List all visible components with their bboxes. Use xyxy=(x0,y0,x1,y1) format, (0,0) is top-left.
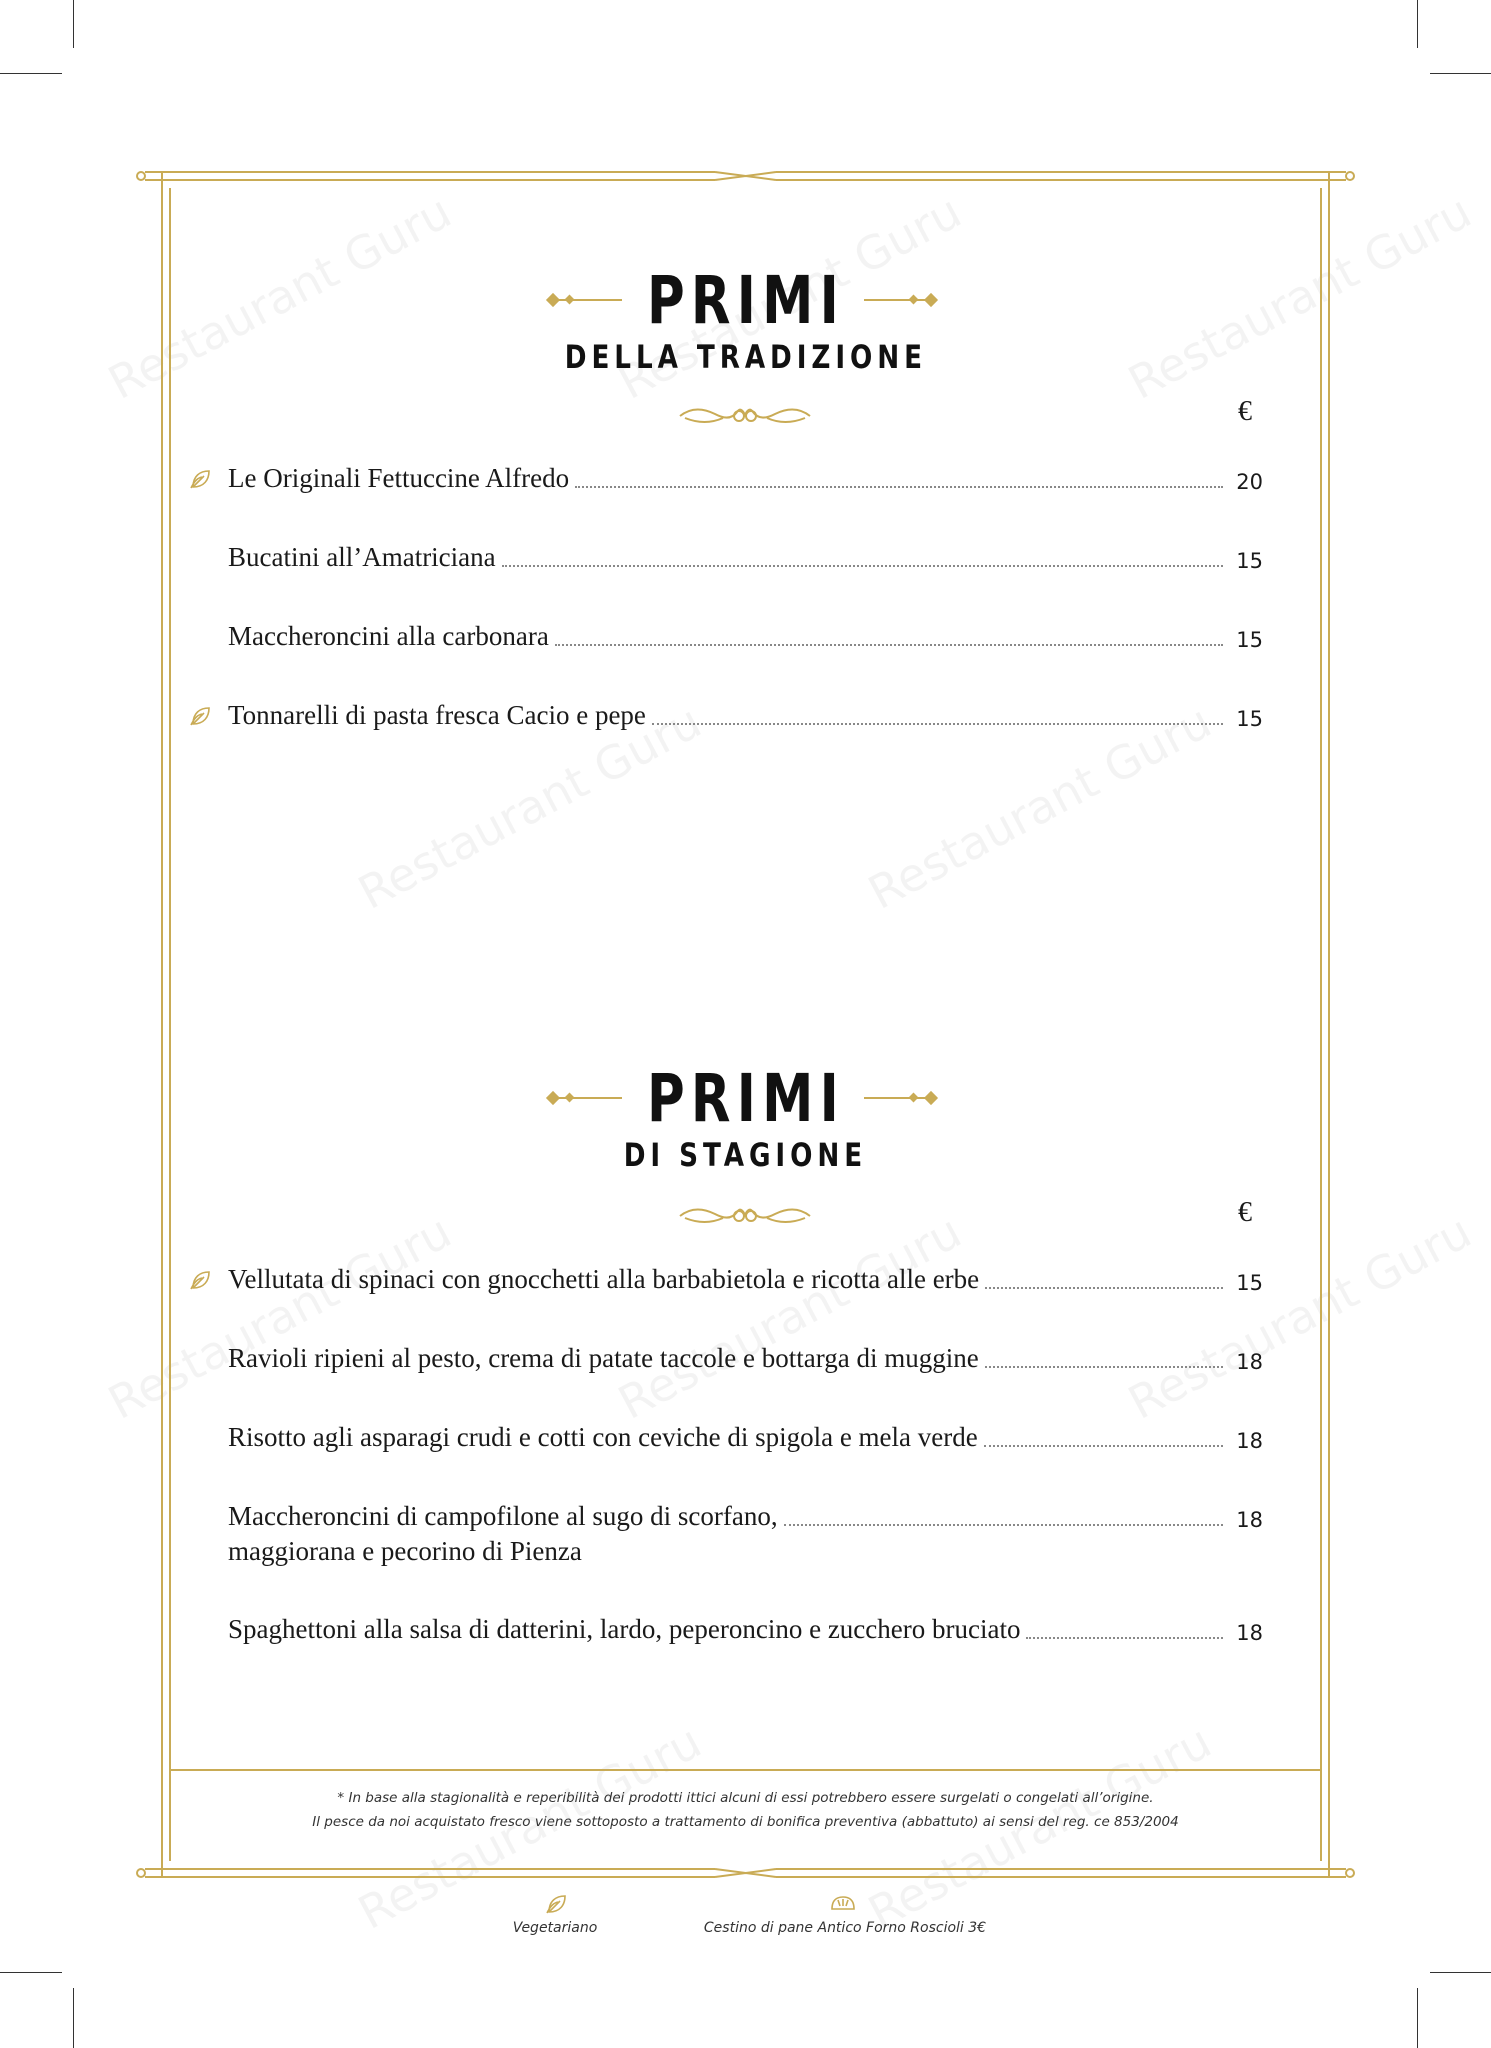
leader-dots xyxy=(502,565,1223,567)
section-title: PRIMI xyxy=(646,262,845,339)
menu-item xyxy=(228,1343,1263,1374)
menu-item xyxy=(228,1264,1263,1295)
item-price: 15 xyxy=(1236,549,1263,573)
item-price: 15 xyxy=(1236,628,1263,652)
item-price: 18 xyxy=(1236,1508,1263,1532)
legend-bread: Cestino di pane Antico Forno Roscioli 3€ xyxy=(703,1920,987,1936)
leader-dots xyxy=(984,1445,1223,1447)
item-name: Bucatini all’Amatriciana xyxy=(228,542,496,572)
leader-dots xyxy=(1026,1637,1223,1639)
item-price: 15 xyxy=(1236,707,1263,731)
item-price: 15 xyxy=(1236,1271,1263,1295)
item-price: 18 xyxy=(1236,1621,1263,1645)
leaf-icon xyxy=(190,705,212,727)
leaf-icon xyxy=(190,468,212,490)
section-title: PRIMI xyxy=(646,1060,845,1137)
footnote-line: Il pesce da noi acquistato fresco viene sottoposto a trattamento di bonifica preventiva (abbattuto) ai sensi del reg. ce 853/2004 xyxy=(312,1814,1179,1830)
section-subtitle: DELLA TRADIZIONE xyxy=(564,338,927,376)
item-name: Maccheroncini alla carbonara xyxy=(228,621,549,651)
item-name: Spaghettoni alla salsa di datterini, lardo, peperoncino e zucchero bruciato xyxy=(228,1614,1021,1644)
item-price: 18 xyxy=(1236,1350,1263,1374)
bread-icon xyxy=(830,1894,856,1912)
scroll-ornament-icon xyxy=(675,1200,815,1230)
menu-item xyxy=(228,463,1263,494)
leaf-icon xyxy=(190,1269,212,1291)
leader-dots xyxy=(575,486,1223,488)
section-subtitle: DI STAGIONE xyxy=(623,1136,868,1174)
leader-dots xyxy=(555,644,1223,646)
leaf-icon xyxy=(546,1893,568,1915)
currency-header: € xyxy=(1238,1197,1252,1228)
footnote-line: * In base alla stagionalità e reperibilità dei prodotti ittici alcuni di essi potrebbero essere surgelati o congelati all’origine. xyxy=(337,1790,1154,1806)
menu-item xyxy=(228,700,1263,731)
item-name: Vellutata di spinaci con gnocchetti alla barbabietola e ricotta alle erbe xyxy=(228,1264,980,1294)
item-name: Ravioli ripieni al pesto, crema di patate taccole e bottarga di muggine xyxy=(228,1343,979,1373)
legend-vegetarian: Vegetariano xyxy=(512,1920,598,1936)
leader-dots xyxy=(652,723,1223,725)
scroll-ornament-icon xyxy=(675,400,815,430)
item-price: 18 xyxy=(1236,1429,1263,1453)
item-name-line2: maggiorana e pecorino di Pienza xyxy=(228,1536,582,1566)
menu-item xyxy=(228,1501,1263,1567)
menu-item xyxy=(228,542,1263,573)
leader-dots xyxy=(784,1524,1223,1526)
currency-header: € xyxy=(1238,396,1252,427)
menu-item xyxy=(228,1614,1263,1645)
leader-dots xyxy=(985,1366,1223,1368)
item-price: 20 xyxy=(1236,470,1263,494)
menu-item xyxy=(228,621,1263,652)
leader-dots xyxy=(985,1287,1223,1289)
item-name: Risotto agli asparagi crudi e cotti con ceviche di spigola e mela verde xyxy=(228,1422,978,1452)
menu-item xyxy=(228,1422,1263,1453)
item-name: Tonnarelli di pasta fresca Cacio e pepe xyxy=(228,700,646,730)
item-name: Maccheroncini di campofilone al sugo di scorfano, xyxy=(228,1501,778,1531)
item-name: Le Originali Fettuccine Alfredo xyxy=(228,463,570,493)
